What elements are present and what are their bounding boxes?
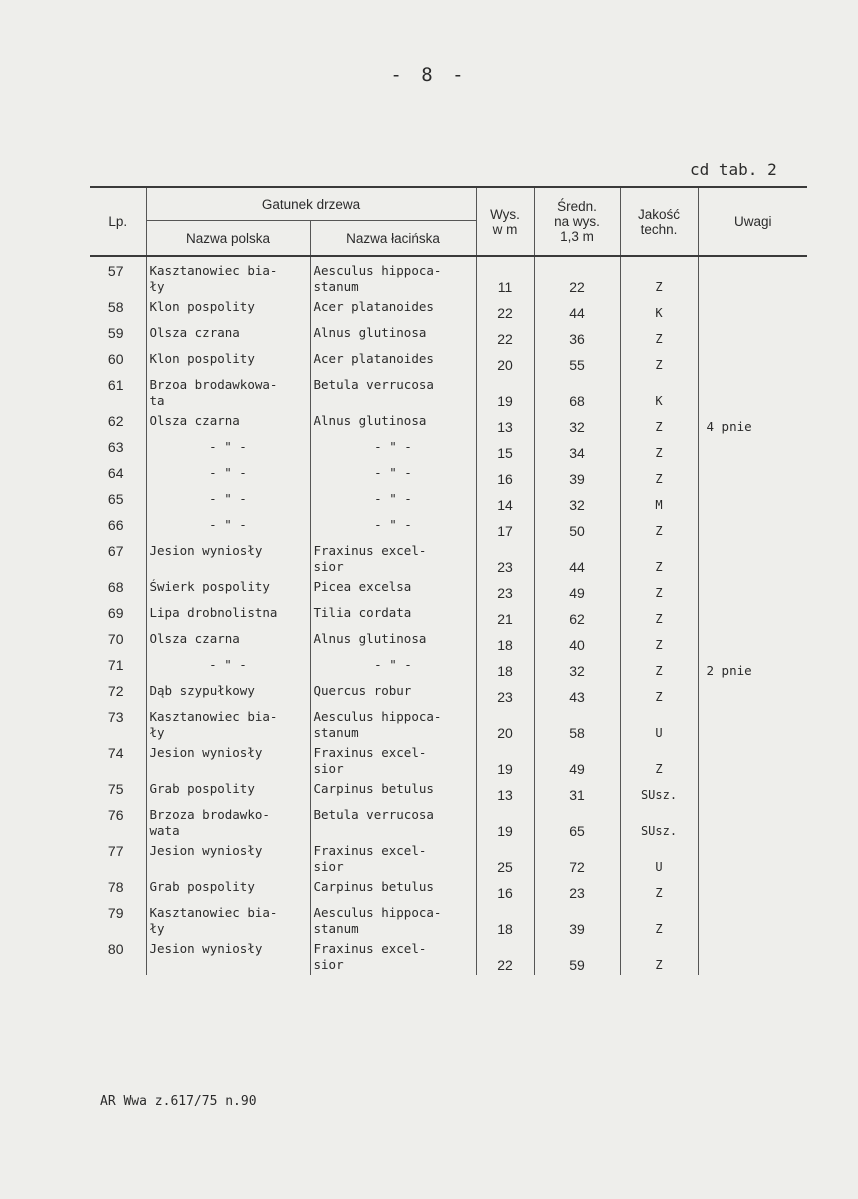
remarks-cell xyxy=(698,541,807,577)
quality-cell: Z xyxy=(620,577,698,603)
row-number: 72 xyxy=(107,683,124,699)
latin-name-cell: Tilia cordata xyxy=(310,603,476,629)
polish-name-cell: Kasztanowiec bia- ły xyxy=(146,256,310,297)
polish-name-cell: Grab pospolity xyxy=(146,877,310,903)
height-cell: 20 xyxy=(476,707,534,743)
table-row xyxy=(90,903,807,939)
remarks-cell xyxy=(698,256,807,297)
latin-name-cell: Alnus glutinosa xyxy=(310,411,476,437)
diameter-cell: 32 xyxy=(534,489,620,515)
row-number: 63 xyxy=(107,439,124,455)
page-number: - 8 - xyxy=(390,64,468,86)
polish-name-cell: Świerk pospolity xyxy=(146,577,310,603)
height-cell: 19 xyxy=(476,743,534,779)
row-number: 67 xyxy=(107,543,124,559)
table-row xyxy=(90,877,807,903)
header-remarks: Uwagi xyxy=(698,187,807,256)
quality-cell: SUsz. xyxy=(620,805,698,841)
table-row xyxy=(90,256,807,297)
polish-name-cell: Klon pospolity xyxy=(146,297,310,323)
continuation-label: cd tab. 2 xyxy=(690,160,777,179)
latin-name-cell: Aesculus hippoca- stanum xyxy=(310,707,476,743)
latin-name-cell: Acer platanoides xyxy=(310,297,476,323)
diameter-cell: 62 xyxy=(534,603,620,629)
height-cell: 11 xyxy=(476,256,534,297)
polish-name-cell: Brzoa brodawkowa- ta xyxy=(146,375,310,411)
quality-cell: Z xyxy=(620,515,698,541)
height-cell: 15 xyxy=(476,437,534,463)
diameter-cell: 58 xyxy=(534,707,620,743)
diameter-cell: 39 xyxy=(534,903,620,939)
row-number: 66 xyxy=(107,517,124,533)
quality-cell: M xyxy=(620,489,698,515)
polish-name-cell: Olsza czrana xyxy=(146,323,310,349)
diameter-cell: 32 xyxy=(534,655,620,681)
polish-name-cell: Lipa drobnolistna xyxy=(146,603,310,629)
row-number: 70 xyxy=(107,631,124,647)
row-number: 77 xyxy=(107,843,124,859)
quality-cell: Z xyxy=(620,437,698,463)
latin-name-cell: - " - xyxy=(310,463,476,489)
height-cell: 16 xyxy=(476,463,534,489)
diameter-cell: 59 xyxy=(534,939,620,975)
polish-name-cell: Grab pospolity xyxy=(146,779,310,805)
diameter-cell: 31 xyxy=(534,779,620,805)
quality-cell: Z xyxy=(620,349,698,375)
remarks-cell xyxy=(698,463,807,489)
remarks-cell xyxy=(698,903,807,939)
remarks-cell xyxy=(698,877,807,903)
table-body xyxy=(90,256,807,975)
diameter-cell: 55 xyxy=(534,349,620,375)
diameter-cell: 68 xyxy=(534,375,620,411)
table-row xyxy=(90,541,807,577)
row-number: 65 xyxy=(107,491,124,507)
row-number: 78 xyxy=(107,879,124,895)
row-number: 60 xyxy=(107,351,124,367)
diameter-cell: 44 xyxy=(534,297,620,323)
diameter-cell: 32 xyxy=(534,411,620,437)
height-cell: 25 xyxy=(476,841,534,877)
polish-name-cell: Klon pospolity xyxy=(146,349,310,375)
height-cell: 23 xyxy=(476,541,534,577)
remarks-cell xyxy=(698,603,807,629)
latin-name-cell: Aesculus hippoca- stanum xyxy=(310,903,476,939)
remarks-cell xyxy=(698,681,807,707)
polish-name-cell: - " - xyxy=(146,489,310,515)
height-cell: 17 xyxy=(476,515,534,541)
height-cell: 19 xyxy=(476,375,534,411)
tree-species-table xyxy=(90,186,807,975)
quality-cell: Z xyxy=(620,256,698,297)
polish-name-cell: - " - xyxy=(146,463,310,489)
quality-cell: Z xyxy=(620,939,698,975)
quality-cell: U xyxy=(620,707,698,743)
table-row xyxy=(90,603,807,629)
height-cell: 22 xyxy=(476,323,534,349)
polish-name-cell: - " - xyxy=(146,437,310,463)
latin-name-cell: Betula verrucosa xyxy=(310,375,476,411)
quality-cell: Z xyxy=(620,541,698,577)
latin-name-cell: Aesculus hippoca- stanum xyxy=(310,256,476,297)
diameter-cell: 50 xyxy=(534,515,620,541)
polish-name-cell: Jesion wyniosły xyxy=(146,939,310,975)
remarks-cell: 4 pnie xyxy=(698,411,807,437)
diameter-cell: 49 xyxy=(534,743,620,779)
remarks-cell xyxy=(698,743,807,779)
latin-name-cell: Carpinus betulus xyxy=(310,877,476,903)
polish-name-cell: Jesion wyniosły xyxy=(146,841,310,877)
diameter-cell: 40 xyxy=(534,629,620,655)
latin-name-cell: - " - xyxy=(310,515,476,541)
row-number: 59 xyxy=(107,325,124,341)
table-row xyxy=(90,707,807,743)
header-latin-name: Nazwa łacińska xyxy=(310,221,476,257)
remarks-cell xyxy=(698,349,807,375)
diameter-cell: 49 xyxy=(534,577,620,603)
polish-name-cell: Jesion wyniosły xyxy=(146,743,310,779)
row-number: 76 xyxy=(107,807,124,823)
height-cell: 18 xyxy=(476,655,534,681)
quality-cell: Z xyxy=(620,655,698,681)
latin-name-cell: Fraxinus excel- sior xyxy=(310,743,476,779)
table-row xyxy=(90,411,807,437)
row-number: 73 xyxy=(107,709,124,725)
remarks-cell xyxy=(698,629,807,655)
table-row xyxy=(90,375,807,411)
height-cell: 16 xyxy=(476,877,534,903)
latin-name-cell: Acer platanoides xyxy=(310,349,476,375)
row-number: 57 xyxy=(107,263,124,279)
height-cell: 22 xyxy=(476,939,534,975)
latin-name-cell: Fraxinus excel- sior xyxy=(310,541,476,577)
height-cell: 18 xyxy=(476,903,534,939)
diameter-cell: 39 xyxy=(534,463,620,489)
height-cell: 23 xyxy=(476,681,534,707)
diameter-cell: 43 xyxy=(534,681,620,707)
latin-name-cell: Alnus glutinosa xyxy=(310,629,476,655)
quality-cell: U xyxy=(620,841,698,877)
row-number: 71 xyxy=(107,657,124,673)
polish-name-cell: Kasztanowiec bia- ły xyxy=(146,903,310,939)
diameter-cell: 23 xyxy=(534,877,620,903)
row-number: 75 xyxy=(107,781,124,797)
remarks-cell xyxy=(698,707,807,743)
latin-name-cell: Alnus glutinosa xyxy=(310,323,476,349)
remarks-cell xyxy=(698,437,807,463)
height-cell: 19 xyxy=(476,805,534,841)
quality-cell: Z xyxy=(620,463,698,489)
latin-name-cell: Fraxinus excel- sior xyxy=(310,939,476,975)
quality-cell: Z xyxy=(620,681,698,707)
table-row xyxy=(90,349,807,375)
diameter-cell: 34 xyxy=(534,437,620,463)
polish-name-cell: Olsza czarna xyxy=(146,629,310,655)
height-cell: 23 xyxy=(476,577,534,603)
remarks-cell xyxy=(698,323,807,349)
latin-name-cell: - " - xyxy=(310,489,476,515)
row-number: 80 xyxy=(107,941,124,957)
height-cell: 22 xyxy=(476,297,534,323)
remarks-cell xyxy=(698,489,807,515)
table-row xyxy=(90,437,807,463)
remarks-cell xyxy=(698,577,807,603)
remarks-cell xyxy=(698,841,807,877)
polish-name-cell: Jesion wyniosły xyxy=(146,541,310,577)
diameter-cell: 22 xyxy=(534,256,620,297)
table-row xyxy=(90,743,807,779)
latin-name-cell: Betula verrucosa xyxy=(310,805,476,841)
header-polish-name: Nazwa polska xyxy=(146,221,310,257)
table-row xyxy=(90,681,807,707)
table-row xyxy=(90,323,807,349)
header-height: Wys. w m xyxy=(476,187,534,256)
table-row xyxy=(90,489,807,515)
row-number: 74 xyxy=(107,745,124,761)
quality-cell: Z xyxy=(620,743,698,779)
polish-name-cell: - " - xyxy=(146,655,310,681)
table-row xyxy=(90,577,807,603)
header-species-group: Gatunek drzewa xyxy=(146,187,476,221)
quality-cell: Z xyxy=(620,629,698,655)
remarks-cell xyxy=(698,515,807,541)
remarks-cell xyxy=(698,805,807,841)
height-cell: 20 xyxy=(476,349,534,375)
polish-name-cell: Kasztanowiec bia- ły xyxy=(146,707,310,743)
quality-cell: Z xyxy=(620,411,698,437)
table-row xyxy=(90,297,807,323)
quality-cell: SUsz. xyxy=(620,779,698,805)
quality-cell: Z xyxy=(620,877,698,903)
archive-reference: AR Wwa z.617/75 n.90 xyxy=(100,1094,257,1109)
diameter-cell: 65 xyxy=(534,805,620,841)
polish-name-cell: Dąb szypułkowy xyxy=(146,681,310,707)
table-row xyxy=(90,655,807,681)
row-number: 58 xyxy=(107,299,124,315)
remarks-cell xyxy=(698,375,807,411)
table-row xyxy=(90,779,807,805)
table-row xyxy=(90,841,807,877)
row-number: 79 xyxy=(107,905,124,921)
table-row xyxy=(90,805,807,841)
latin-name-cell: Quercus robur xyxy=(310,681,476,707)
quality-cell: Z xyxy=(620,603,698,629)
diameter-cell: 36 xyxy=(534,323,620,349)
table-row xyxy=(90,515,807,541)
row-number: 62 xyxy=(107,413,124,429)
height-cell: 18 xyxy=(476,629,534,655)
height-cell: 21 xyxy=(476,603,534,629)
latin-name-cell: Fraxinus excel- sior xyxy=(310,841,476,877)
height-cell: 13 xyxy=(476,779,534,805)
table-row xyxy=(90,629,807,655)
polish-name-cell: Olsza czarna xyxy=(146,411,310,437)
row-number: 64 xyxy=(107,465,124,481)
quality-cell: K xyxy=(620,375,698,411)
latin-name-cell: - " - xyxy=(310,437,476,463)
polish-name-cell: Brzoza brodawko- wata xyxy=(146,805,310,841)
latin-name-cell: Carpinus betulus xyxy=(310,779,476,805)
quality-cell: K xyxy=(620,297,698,323)
diameter-cell: 44 xyxy=(534,541,620,577)
latin-name-cell: Picea excelsa xyxy=(310,577,476,603)
header-diameter: Średn. na wys. 1,3 m xyxy=(534,187,620,256)
quality-cell: Z xyxy=(620,903,698,939)
row-number: 61 xyxy=(107,377,124,393)
row-number: 69 xyxy=(107,605,124,621)
row-number: 68 xyxy=(107,579,124,595)
remarks-cell xyxy=(698,939,807,975)
header-quality: Jakość techn. xyxy=(620,187,698,256)
height-cell: 13 xyxy=(476,411,534,437)
remarks-cell xyxy=(698,297,807,323)
latin-name-cell: - " - xyxy=(310,655,476,681)
diameter-cell: 72 xyxy=(534,841,620,877)
table-row xyxy=(90,939,807,975)
height-cell: 14 xyxy=(476,489,534,515)
quality-cell: Z xyxy=(620,323,698,349)
header-lp: Lp. xyxy=(90,187,146,256)
table-row xyxy=(90,463,807,489)
remarks-cell xyxy=(698,779,807,805)
polish-name-cell: - " - xyxy=(146,515,310,541)
remarks-cell: 2 pnie xyxy=(698,655,807,681)
